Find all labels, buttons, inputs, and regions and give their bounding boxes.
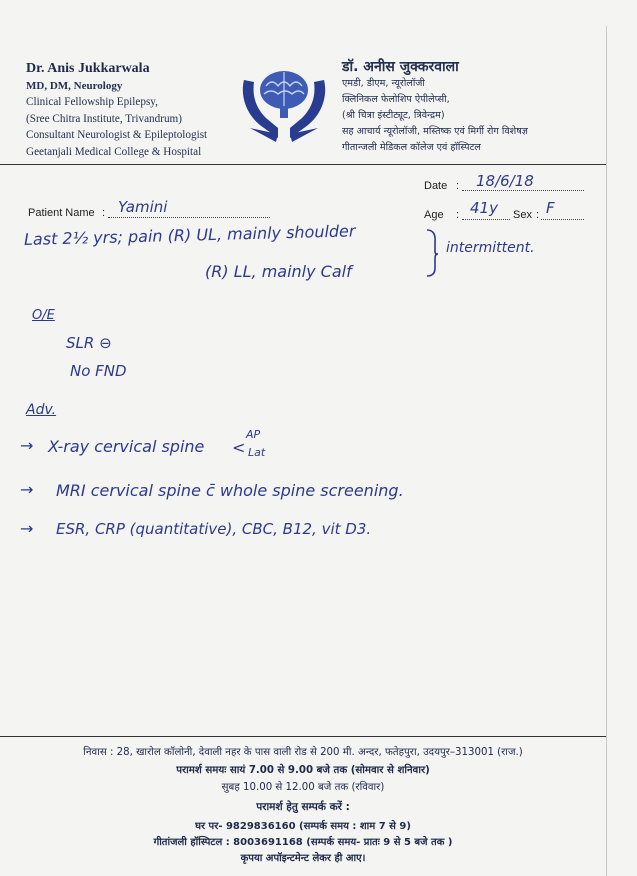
history-bracket-icon xyxy=(424,228,440,278)
footer-contact-heading: परामर्श हेतु सम्पर्क करें : xyxy=(256,801,350,813)
sex-colon: : xyxy=(536,209,540,221)
history-line-2: (R) LL, mainly Calf xyxy=(205,262,352,281)
xray-view-lat: Lat xyxy=(248,446,266,459)
doctor-line-english: Consultant Neurologist & Epileptologist xyxy=(26,129,208,142)
doctor-line-hindi: (श्री चित्रा इंस्टीट्यूट, त्रिवेन्द्रम) xyxy=(342,110,445,121)
doctor-line-hindi: गीतान्जली मेडिकल कॉलेज एवं हॉस्पिटल xyxy=(342,142,481,153)
doctor-line-english: Geetanjali Medical College & Hospital xyxy=(26,145,202,158)
doctor-name-english: Dr. Anis Jukkarwala xyxy=(26,61,150,76)
exam-line-1: SLR ⊖ xyxy=(66,334,112,352)
date-label: Date xyxy=(424,180,448,192)
oe-label: O/E xyxy=(32,308,55,323)
age-label: Age xyxy=(424,209,444,221)
xray-views-bracket: < xyxy=(232,438,246,457)
doctor-info-english xyxy=(26,60,256,160)
footer-divider xyxy=(0,736,606,737)
date-value: 18/6/18 xyxy=(476,172,534,190)
history-line-1: Last 2½ yrs; pain (R) UL, mainly shoulder xyxy=(23,221,356,249)
sex-value: F xyxy=(546,199,555,217)
doctor-line-hindi: एमडी, डीएम, न्यूरोलॉजी xyxy=(342,78,425,89)
advice-item-3: ESR, CRP (quantitative), CBC, B12, vit D3. xyxy=(56,520,372,538)
footer-hospital-phone: गीतांजली हॉस्पिटल : 8003691168 (सम्पर्क समय- प्रातः 9 से 5 बजे तक ) xyxy=(153,837,453,848)
advice-label: Adv. xyxy=(26,402,57,418)
advice-item-1: X-ray cervical spine xyxy=(48,437,205,456)
doctor-degrees-english: MD, DM, Neurology xyxy=(26,80,123,92)
brain-in-hands-icon xyxy=(238,58,330,144)
age-value: 41y xyxy=(470,199,498,217)
doctor-name-hindi: डॉ. अनीस जुक्करवाला xyxy=(342,59,459,75)
sex-label: Sex xyxy=(513,209,532,221)
xray-view-ap: AP xyxy=(246,428,261,441)
advice-item-2: MRI cervical spine c̄ whole spine screening. xyxy=(56,481,404,500)
patient-colon: : xyxy=(102,207,106,219)
header-divider xyxy=(0,164,606,165)
footer-home-phone: घर पर- 9829836160 (सम्पर्क समय : शाम 7 से 9) xyxy=(195,821,411,832)
doctor-info-hindi xyxy=(342,58,587,156)
advice-arrow-icon: → xyxy=(20,480,34,499)
doctor-line-hindi: क्लिनिकल फेलोशिप ऐपीलेप्सी, xyxy=(342,94,450,105)
footer-appointment-note: कृपया अपॉइन्टमेन्ट लेकर ही आए। xyxy=(240,853,366,864)
history-side-note: intermittent. xyxy=(446,240,535,256)
footer-address: निवास : 28, खारोल कॉलोनी, देवाली नहर के पास वाली रोड से 200 मी. अन्दर, फतेहपुरा, उदयपुर–313001 (राज.) xyxy=(83,747,523,758)
advice-arrow-icon: → xyxy=(20,436,34,455)
footer-timing-sunday: सुबह 10.00 से 12.00 बजे तक (रविवार) xyxy=(221,782,385,793)
footer-timing-weekday: परामर्श समयः सायं 7.00 से 9.00 बजे तक (सोमवार से शनिवार) xyxy=(176,765,430,776)
age-colon: : xyxy=(456,209,460,221)
doctor-line-english: Clinical Fellowship Epilepsy, xyxy=(26,96,158,109)
date-colon: : xyxy=(456,180,460,192)
patient-name-label: Patient Name xyxy=(28,207,95,219)
exam-line-2: No FND xyxy=(70,362,127,380)
patient-name-value: Yamini xyxy=(118,198,168,216)
advice-arrow-icon: → xyxy=(20,519,34,538)
doctor-line-english: (Sree Chitra Institute, Trivandrum) xyxy=(26,112,182,125)
doctor-line-hindi: सह आचार्य न्यूरोलॉजी, मस्तिष्क एवं मिर्गी रोग विशेषज्ञ xyxy=(342,126,528,137)
